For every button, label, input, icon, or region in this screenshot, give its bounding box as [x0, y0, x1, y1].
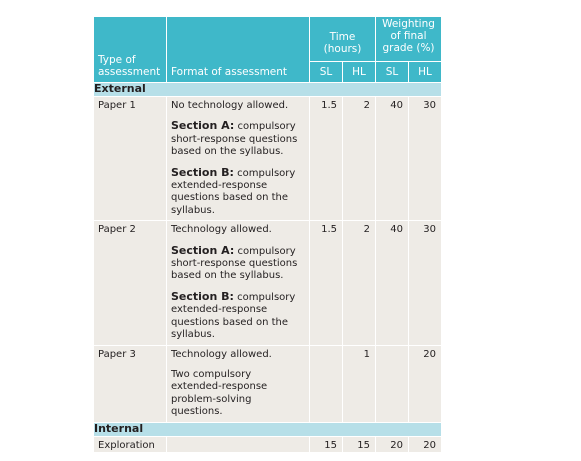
section-b-label: Section B:	[171, 289, 234, 303]
section-b-label: Section B:	[171, 165, 234, 179]
time-sl-value: 15	[310, 436, 343, 452]
assessment-table	[93, 16, 442, 453]
format-section-a	[171, 120, 303, 158]
time-hl-value: 2	[343, 97, 376, 221]
header-weight-hl: HL	[409, 62, 442, 83]
section-row-internal	[94, 422, 442, 436]
table-row	[94, 345, 442, 422]
format-intro: Technology allowed.	[171, 224, 272, 236]
format-intro: No technology allowed.	[171, 100, 289, 111]
assessment-format	[167, 436, 310, 452]
header-format-of-assessment: Format of assessment	[167, 17, 310, 83]
format-extra: Two compulsory extended-response problem-solving questions.	[171, 368, 268, 418]
format-section-a	[171, 245, 303, 283]
time-hl-value: 1	[343, 345, 376, 422]
section-b-text: compulsory extended-response questions based on the syllabus.	[171, 167, 296, 216]
assessment-format	[167, 345, 310, 422]
weight-hl-value: 30	[409, 221, 442, 345]
assessment-format	[167, 97, 310, 221]
section-a-label: Section A:	[171, 243, 235, 257]
time-sl-value	[310, 345, 343, 422]
header-time-sl: SL	[310, 62, 343, 83]
format-section-b	[171, 167, 303, 218]
time-sl-value: 1.5	[310, 221, 343, 345]
header-type-of-assessment: Type of assessment	[94, 17, 167, 83]
section-label-internal: Internal	[94, 422, 442, 436]
weight-hl-value: 20	[409, 345, 442, 422]
section-a-text: compulsory short-response questions based on the syllabus.	[171, 245, 298, 282]
time-hl-value: 15	[343, 436, 376, 452]
weight-sl-value: 20	[376, 436, 409, 452]
section-label-external: External	[94, 83, 442, 97]
section-a-text: compulsory short-response questions based on the syllabus.	[171, 121, 298, 158]
table-row	[94, 436, 442, 452]
assessment-type: Paper 2	[94, 221, 167, 345]
format-section-b	[171, 291, 303, 342]
assessment-type: Exploration	[94, 436, 167, 452]
weight-sl-value: 40	[376, 97, 409, 221]
section-b-text: compulsory extended-response questions based on the syllabus.	[171, 291, 296, 341]
header-time-hl: HL	[343, 62, 376, 83]
time-hl-value: 2	[343, 221, 376, 345]
assessment-type: Paper 1	[94, 97, 167, 221]
section-a-label: Section A:	[171, 119, 235, 133]
header-weight-sl: SL	[376, 62, 409, 83]
table-row	[94, 97, 442, 221]
header-time-hours: Time (hours)	[310, 17, 376, 62]
assessment-format	[167, 221, 310, 345]
assessment-type: Paper 3	[94, 345, 167, 422]
section-row-external	[94, 83, 442, 97]
time-sl-value: 1.5	[310, 97, 343, 221]
table-row	[94, 221, 442, 345]
format-intro: Technology allowed.	[171, 348, 272, 360]
header-weighting: Weighting of final grade (%)	[376, 17, 442, 62]
weight-sl-value	[376, 345, 409, 422]
weight-hl-value: 20	[409, 436, 442, 452]
weight-sl-value: 40	[376, 221, 409, 345]
weight-hl-value: 30	[409, 97, 442, 221]
